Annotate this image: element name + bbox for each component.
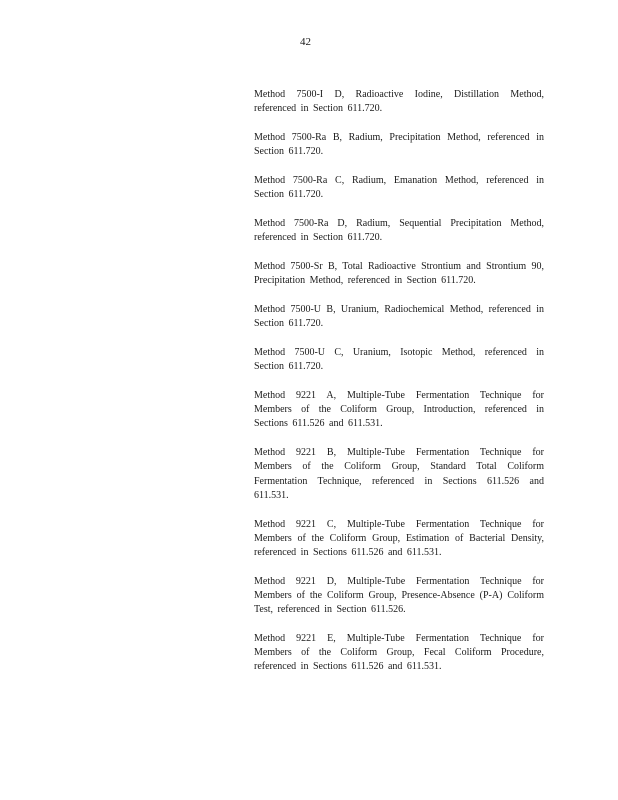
method-entry-7500-sr-b: Method 7500-Sr B, Total Radioactive Strontium and Strontium 90, Precipitation Method, referenced in Section 611.720. xyxy=(254,261,544,287)
method-entry-9221-a: Method 9221 A, Multiple-Tube Fermentation Technique for Members of the Coliform Group, Introduction, referenced in Sections 611.526 and 611.531. xyxy=(254,390,544,430)
method-entry-9221-c: Method 9221 C, Multiple-Tube Fermentation Technique for Members of the Coliform Group, Estimation of Bacterial Density, referenced in Sections 611.526 and 611.531. xyxy=(254,518,544,559)
page-number: 42 xyxy=(300,36,311,48)
method-entry-7500-u-b: Method 7500-U B, Uranium, Radiochemical Method, referenced in Section 611.720. xyxy=(254,304,544,330)
method-entry-9221-d: Method 9221 D, Multiple-Tube Fermentation Technique for Members of the Coliform Group, Presence-Absence (P-A) Coliform Test, referenced in Section 611.526. xyxy=(254,575,544,616)
method-entry-9221-e: Method 9221 E, Multiple-Tube Fermentation Technique for Members of the Coliform Group, Fecal Coliform Procedure, referenced in Sections 611.526 and 611.531. xyxy=(254,633,544,673)
method-entry-7500-ra-d: Method 7500-Ra D, Radium, Sequential Precipitation Method, referenced in Section 611.720. xyxy=(254,218,544,244)
method-entry-9221-b: Method 9221 B, Multiple-Tube Fermentation Technique for Members of the Coliform Group, Standard Total Coliform Fermentation Technique, referenced in Sections 611.526 and 611.531. xyxy=(254,447,544,501)
method-entry-7500-ra-b: Method 7500-Ra B, Radium, Precipitation Method, referenced in Section 611.720. xyxy=(254,132,544,158)
method-entry-7500-u-c: Method 7500-U C, Uranium, Isotopic Method, referenced in Section 611.720. xyxy=(254,347,544,373)
method-entry-7500-i-d: Method 7500-I D, Radioactive Iodine, Distillation Method, referenced in Section 611.720. xyxy=(254,89,544,115)
method-reference-list xyxy=(254,88,544,689)
method-entry-7500-ra-c: Method 7500-Ra C, Radium, Emanation Method, referenced in Section 611.720. xyxy=(254,175,544,201)
